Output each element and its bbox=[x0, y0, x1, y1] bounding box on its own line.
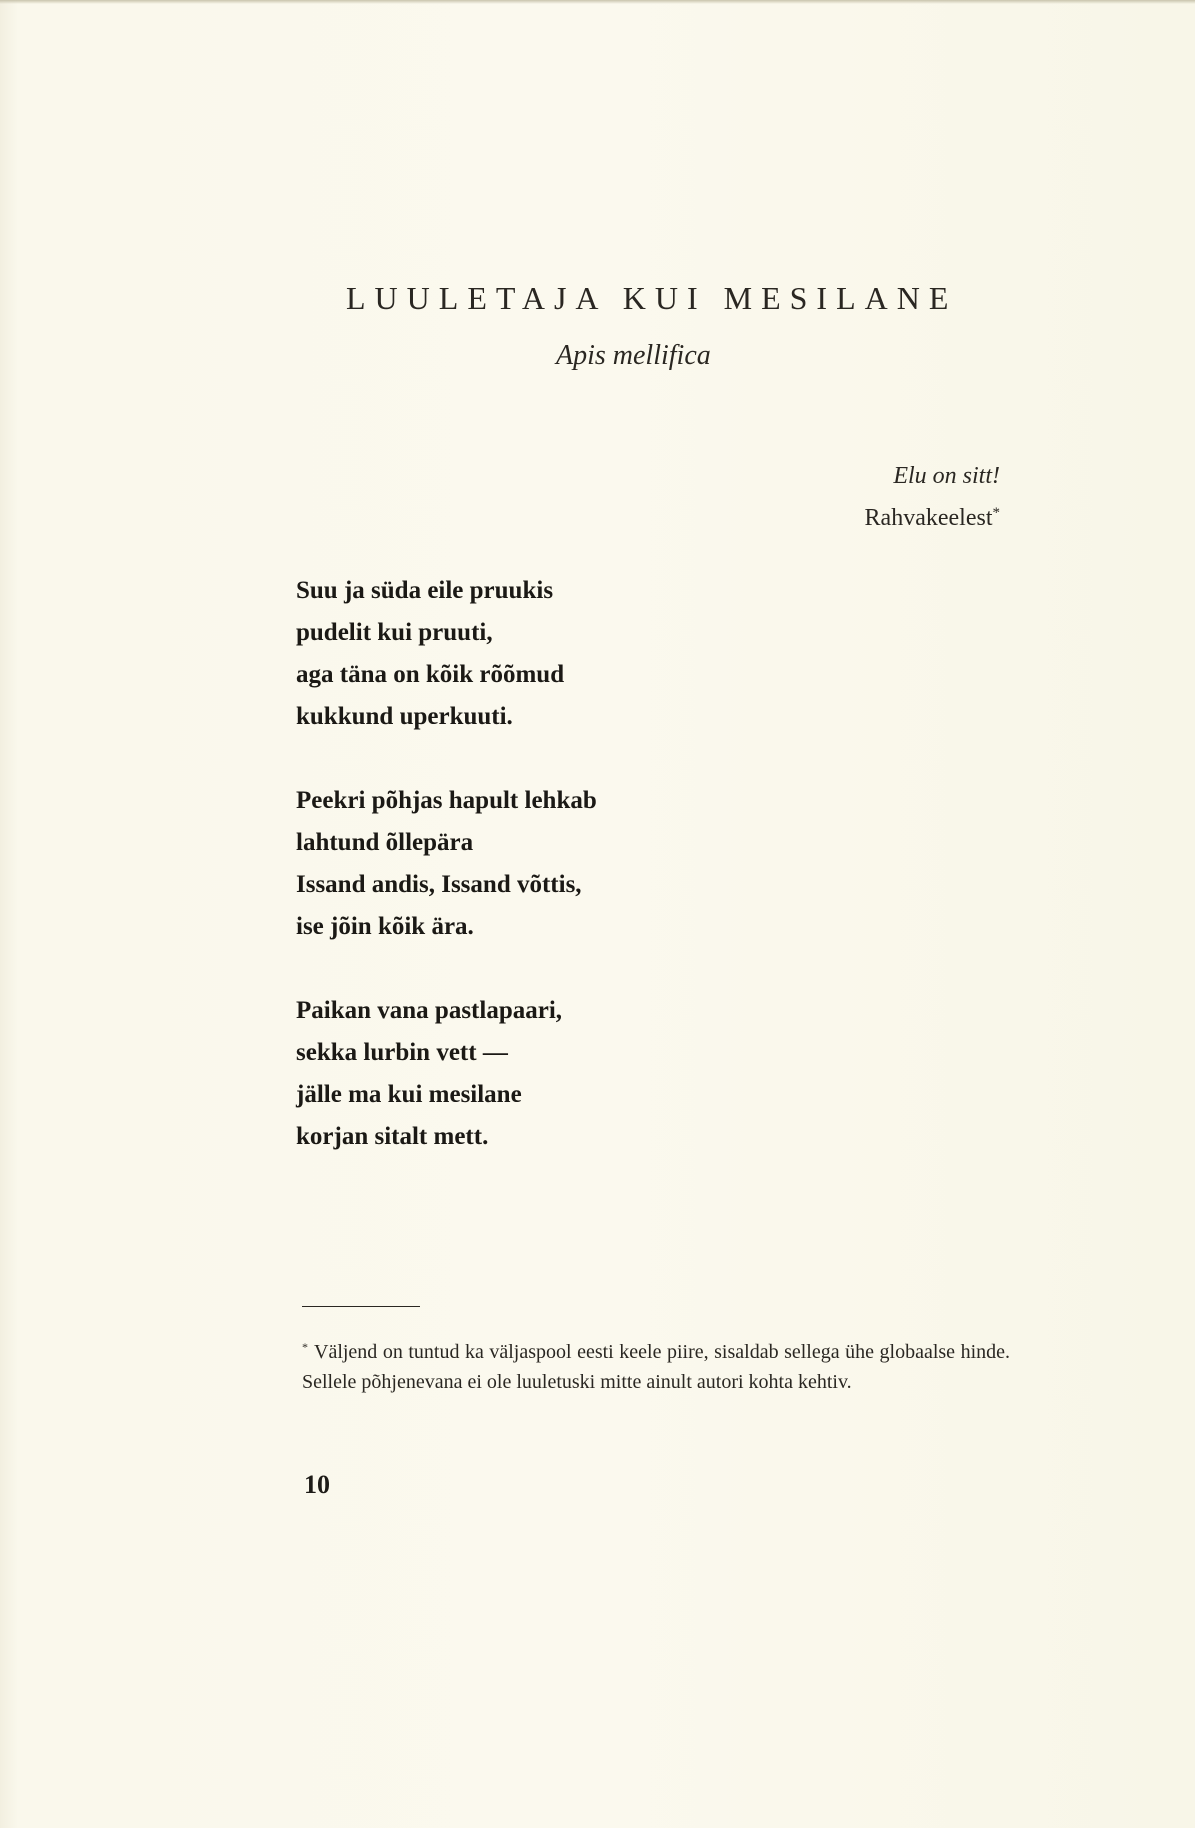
poem-line: ise jõin kõik ära. bbox=[296, 913, 474, 940]
page-number: 10 bbox=[304, 1470, 330, 1499]
poem-line: pudelit kui pruuti, bbox=[296, 619, 493, 646]
epigraph-source: Rahvakeelest bbox=[864, 505, 993, 531]
poem-line: Suu ja süda eile pruukis bbox=[296, 577, 554, 604]
footnote-text: Väljend on tuntud ka väljaspool eesti keele piire, sisaldab sellega ühe globaalse hinde. Sellele põhjenevana ei ole luuletuski mitte ainult autori kohta kehtiv. bbox=[302, 1341, 1010, 1393]
footnote-marker: * bbox=[302, 1340, 308, 1354]
footnote bbox=[302, 1332, 1010, 1397]
epigraph-footnote-marker: * bbox=[992, 505, 1000, 521]
stanza bbox=[296, 780, 597, 948]
poem-title: LUULETAJA KUI MESILANE bbox=[346, 280, 958, 316]
page-edge-shadow bbox=[0, 0, 1195, 4]
poem-line: jälle ma kui mesilane bbox=[296, 1081, 522, 1108]
poem-line: Peekri põhjas hapult lehkab bbox=[296, 787, 597, 814]
poem-line: kukkund uperkuuti. bbox=[296, 703, 513, 730]
stanza bbox=[296, 990, 562, 1158]
poem-subtitle: Apis mellifica bbox=[556, 340, 711, 371]
poem-line: aga täna on kõik rõõmud bbox=[296, 661, 565, 688]
poem-line: korjan sitalt mett. bbox=[296, 1123, 489, 1150]
poem-line: Paikan vana pastlapaari, bbox=[296, 997, 563, 1024]
poem-line: sekka lurbin vett — bbox=[296, 1039, 508, 1066]
poem-line: Issand andis, Issand võttis, bbox=[296, 871, 582, 898]
epigraph-quote: Elu on sitt! bbox=[893, 463, 1000, 489]
epigraph-source-line bbox=[865, 495, 1000, 537]
poem-line: lahtund õllepära bbox=[296, 829, 474, 856]
epigraph bbox=[865, 458, 1000, 537]
footnote-divider bbox=[302, 1306, 420, 1307]
stanza bbox=[296, 570, 564, 738]
